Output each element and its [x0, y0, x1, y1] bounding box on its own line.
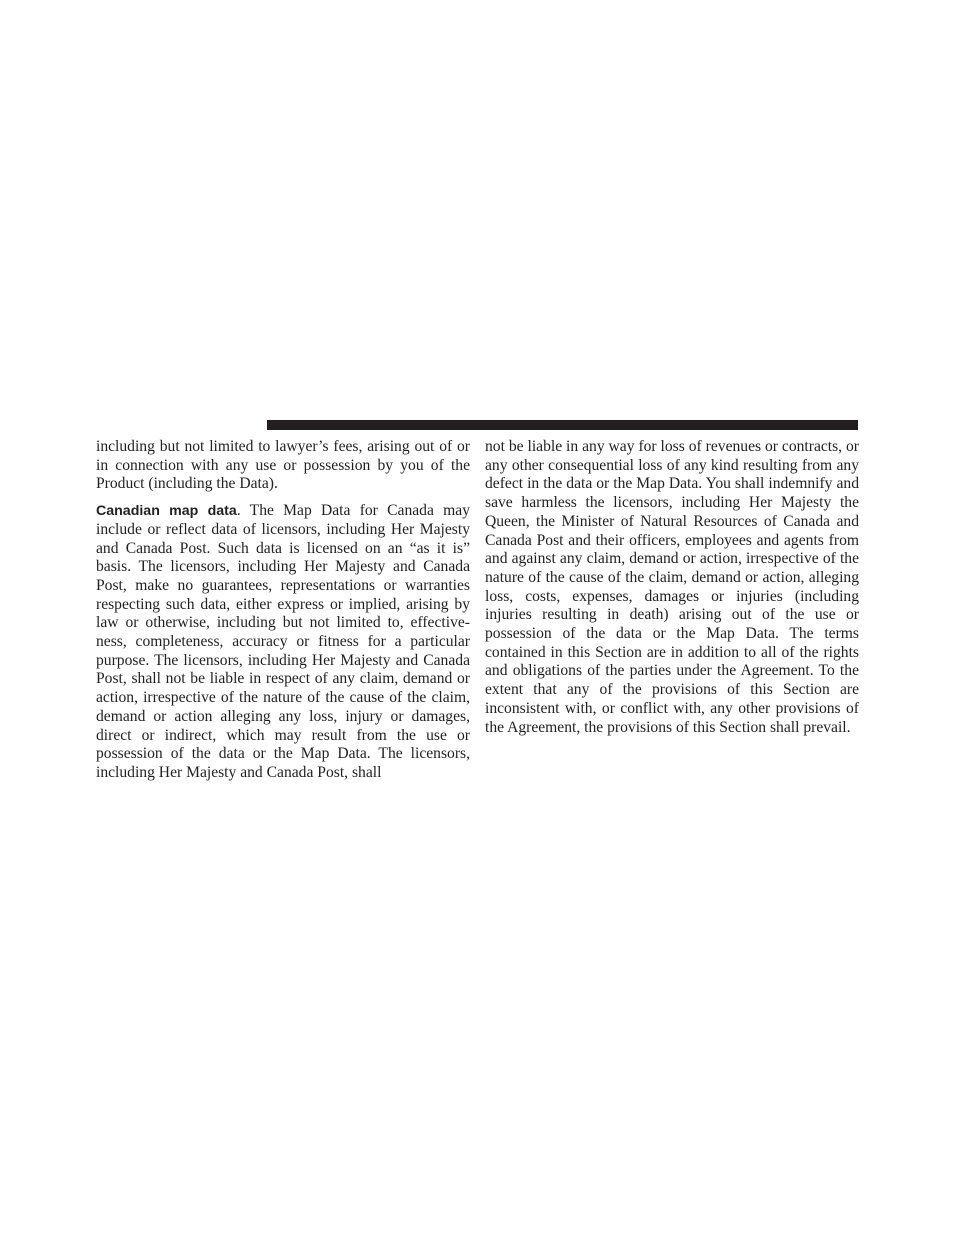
left-text-column	[96, 438, 470, 791]
run-in-heading-canadian-map-data: Canadian map data	[96, 503, 237, 520]
paragraph-liability-continued: not be liable in any way for loss of revenues or contracts, or any other consequential loss of any kind resulting from any defect in the data or the Map Data. You shall indemnify and save harmless the licensors, including Her Majesty the Queen, the Minister of Natural Resources of Canada and Canada Post and their officers, employees and agents from and against any claim, demand or action, irrespective of the nature of the cause of the claim, demand or action, alleging loss, costs, expenses, damages or injuries (including injuries resulting in death) arising out of the use or possession of the data or the Map Data. The terms contained in this Section are in addition to all of the rights and obligations of the parties under the Agreement. To the extent that any of the provisions of this Section are inconsistent with, or conflict with, any other provisions of the Agreement, the provisions of this Section shall prevail.	[485, 438, 859, 736]
paragraph-canadian-map-data	[96, 502, 470, 783]
section-header-rule	[267, 420, 858, 430]
paragraph-fees: including but not limited to lawyer’s fees, arising out of or in connection with any use or possession by you of the Product (including the Data).	[96, 438, 470, 493]
paragraph-canadian-map-data-body: . The Map Data for Canada may include or reflect data of licensors, including Her Majesty and Canada Post. Such data is licensed on an “as it is” basis. The licensors, including Her Majesty and Canada Post, make no guarantees, representations or warranties respecting such data, either express or implied, arising by law or otherwise, including but not limited to, effectiveness, completeness, accuracy or fitness for a particular purpose. The licensors, including Her Majesty and Canada Post, shall not be liable in respect of any claim, demand or action, irrespective of the nature of the cause of the claim, demand or action alleging any loss, injury or damages, direct or indirect, which may result from the use or possession of the data or the Map Data. The licensors, including Her Majesty and Canada Post, shall	[96, 502, 470, 781]
right-text-column	[485, 438, 859, 745]
